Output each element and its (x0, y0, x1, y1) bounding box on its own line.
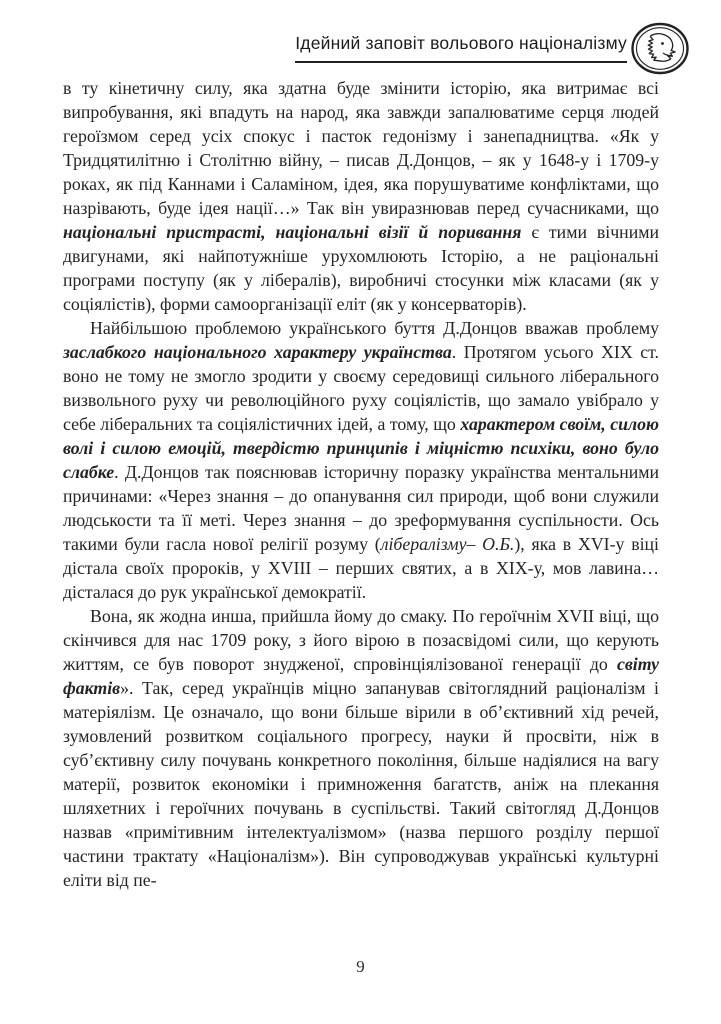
text-segment: . Протягом усього XIX ст. воно не тому не змогло зродити у своєму середовищі сильного ліберального визвольного руху чи революційного руху соціялістів, що замало увібрало у себе ліберальних та соціялістичних ідей, а тому, що (63, 342, 659, 434)
paragraph (63, 316, 659, 604)
text-segment: є тими вічними двигунами, які найпотужніше урухомлюють Історію, а не раціональні програми поступу (як у лібералів), виробничі стосунки між класами (як у соціялістів), форми самоорганізації еліт (як у консерваторів). (63, 222, 659, 314)
emphasis-segment: заслабкого національного характеру українства (63, 342, 452, 362)
text-segment: ), яка в XVI-у віці дістала своїх пророків, у XVIII – перших святих, а в XIX-у, мов лавина… дісталася до рук української демократії. (63, 534, 659, 602)
emphasis-segment: національні пристрасті, національні візії й поривання (63, 222, 522, 242)
text-segment: Найбільшою проблемою українського буття Д.Донцов вважав проблему (90, 318, 659, 338)
text-segment: Вона, як жодна инша, прийшла йому до смаку. По героїчнім XVII віці, що скінчився для нас 1709 року, з його вірою в позасвідомі сили, що керують життям, се був поворот знудженої, спровінціялізованої генерації до (63, 606, 659, 674)
page-number: 9 (356, 957, 365, 976)
emphasis-segment: світу фактів (63, 654, 659, 698)
wolf-emblem-icon (630, 22, 690, 75)
page-footer (0, 957, 721, 977)
emphasis-segment: лібералізму– О.Б. (380, 534, 515, 554)
paragraph (63, 76, 659, 316)
text-segment: ». Так, серед українців міцно запанував світоглядний раціоналізм і матеріялізм. Це означало, що вони більше вірили в об’єктивний хід речей, зумовлений розвитком соціального прогресу, науки й просвіти, ніж в суб’єктивну силу почувань конкретного покоління, більше надіялися на вагу матерії, розвиток економіки і примноження багатств, аніж на плекання шляхетних і героїчних почувань в суспільстві. Такий світогляд Д.Донцов назвав «примітивним інтелектуалізмом» (назва першого розділу першої частини трактату «Націоналізм»). Він супроводжував українські культурні еліти від пе- (63, 678, 659, 890)
text-segment: . Д.Донцов так пояснював історичну поразку українства ментальними причинами: «Через знання – до опанування сил природи, щоб вони служили людськости та її меті. Через знання – до зреформування суспільности. Ось такими були гасла нової релігії розуму ( (63, 462, 659, 554)
text-segment: в ту кінетичну силу, яка здатна буде змінити історію, яка витримає всі випробування, які впадуть на народ, яка завжди запалюватиме серця людей героїзмом серед усіх спокус і пасток гедонізму і занепадництва. «Як у Тридцятилітню і Столітню війну, – писав Д.Донцов, – як у 1648-у і 1709-у роках, як під Каннами і Саламіном, ідея, яка порушуватиме конфліктами, що назрівають, буде ідея нації…» Так він увиразнював перед сучасниками, що (63, 78, 659, 218)
emphasis-segment: характером своїм, силою волі і силою емоцій, твердістю принципів і міцністю психіки, воно було слабке (63, 414, 659, 482)
running-head: Ідейний заповіт вольового націоналізму (295, 33, 627, 63)
paragraph (63, 604, 659, 892)
page-header (0, 0, 721, 80)
text-body (63, 76, 659, 892)
